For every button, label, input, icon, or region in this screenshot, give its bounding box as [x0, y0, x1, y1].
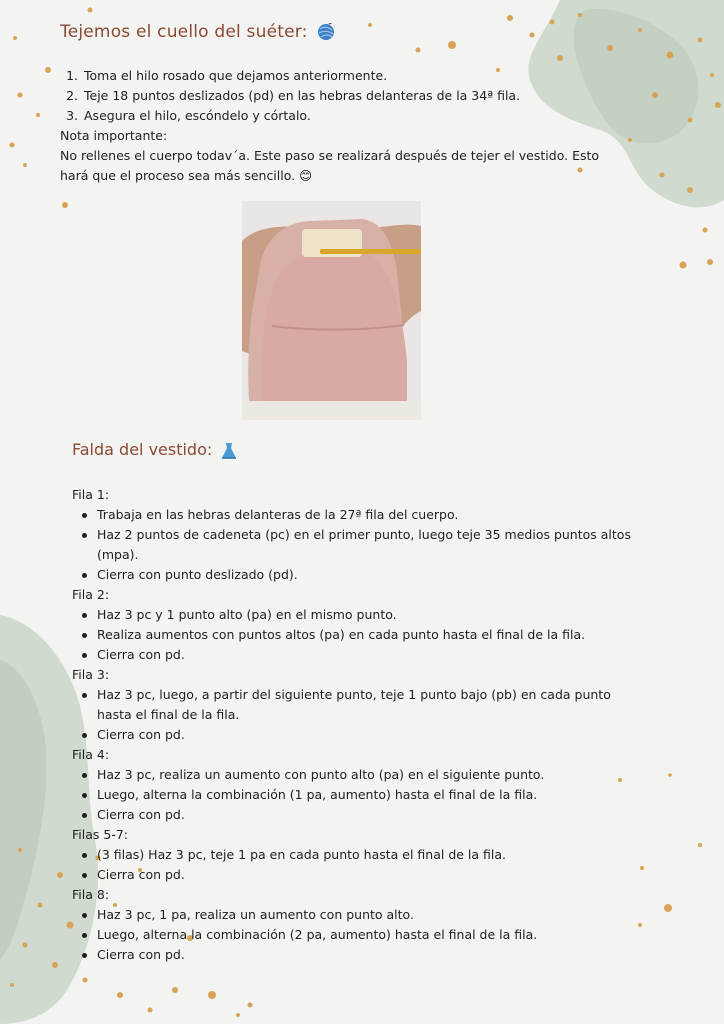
crochet-photo	[242, 201, 421, 420]
list-item: Cierra con pd.	[97, 645, 637, 665]
list-item: Luego, alterna la combinación (2 pa, aumento) hasta el final de la fila.	[97, 925, 637, 945]
row-items	[72, 905, 637, 965]
row-title: Fila 2:	[72, 587, 110, 602]
list-item: 2. Teje 18 puntos deslizados (pd) en las hebras delanteras de la 34ª fila.	[82, 86, 625, 106]
neck-steps-list	[60, 66, 625, 126]
row-title: Fila 1:	[72, 487, 110, 502]
skirt-heading-text: Falda del vestido:	[72, 440, 213, 459]
row-items	[72, 685, 637, 745]
neck-section-heading	[60, 22, 335, 42]
list-item: Haz 3 pc, realiza un aumento con punto alto (pa) en el siguiente punto.	[97, 765, 637, 785]
list-item: 1. Toma el hilo rosado que dejamos anteriormente.	[82, 66, 625, 86]
list-item: Trabaja en las hebras delanteras de la 27ª fila del cuerpo.	[97, 505, 637, 525]
list-item: Cierra con pd.	[97, 865, 637, 885]
list-item: Cierra con pd.	[97, 945, 637, 965]
list-item: Haz 3 pc, 1 pa, realiza un aumento con punto alto.	[97, 905, 637, 925]
list-item: Haz 2 puntos de cadeneta (pc) en el primer punto, luego teje 35 medios puntos altos (mpa).	[97, 525, 637, 565]
list-item: 3. Asegura el hilo, escóndelo y córtalo.	[82, 106, 625, 126]
row-items	[72, 765, 637, 825]
row-items	[72, 845, 637, 885]
row-title: Fila 3:	[72, 667, 110, 682]
row-items	[72, 505, 637, 585]
note-body: No rellenes el cuerpo todav´a. Este paso se realizará después de tejer el vestido. Esto hará que el proceso sea más sencillo. 😊	[60, 148, 600, 183]
list-item: Haz 3 pc y 1 punto alto (pa) en el mismo punto.	[97, 605, 637, 625]
row-title: Fila 8:	[72, 887, 110, 902]
list-item: Haz 3 pc, luego, a partir del siguiente punto, teje 1 punto bajo (pb) en cada punto hasta el final de la fila.	[97, 685, 637, 725]
row-title: Fila 4:	[72, 747, 110, 762]
dress-icon	[221, 442, 237, 460]
list-item: Cierra con punto deslizado (pd).	[97, 565, 637, 585]
list-item: Luego, alterna la combinación (1 pa, aumento) hasta el final de la fila.	[97, 785, 637, 805]
skirt-section-heading	[72, 440, 237, 460]
skirt-instructions	[72, 485, 637, 965]
row-items	[72, 605, 637, 665]
neck-instructions	[60, 66, 625, 186]
crochet-photo-illustration	[242, 201, 421, 420]
neck-heading-text: Tejemos el cuello del suéter:	[60, 22, 308, 42]
list-item: Cierra con pd.	[97, 805, 637, 825]
list-item: (3 filas) Haz 3 pc, teje 1 pa en cada punto hasta el final de la fila.	[97, 845, 637, 865]
list-item: Cierra con pd.	[97, 725, 637, 745]
note-title: Nota importante:	[60, 128, 168, 143]
row-title: Filas 5-7:	[72, 827, 128, 842]
list-item: Realiza aumentos con puntos altos (pa) en cada punto hasta el final de la fila.	[97, 625, 637, 645]
yarn-ball-icon	[317, 23, 335, 41]
